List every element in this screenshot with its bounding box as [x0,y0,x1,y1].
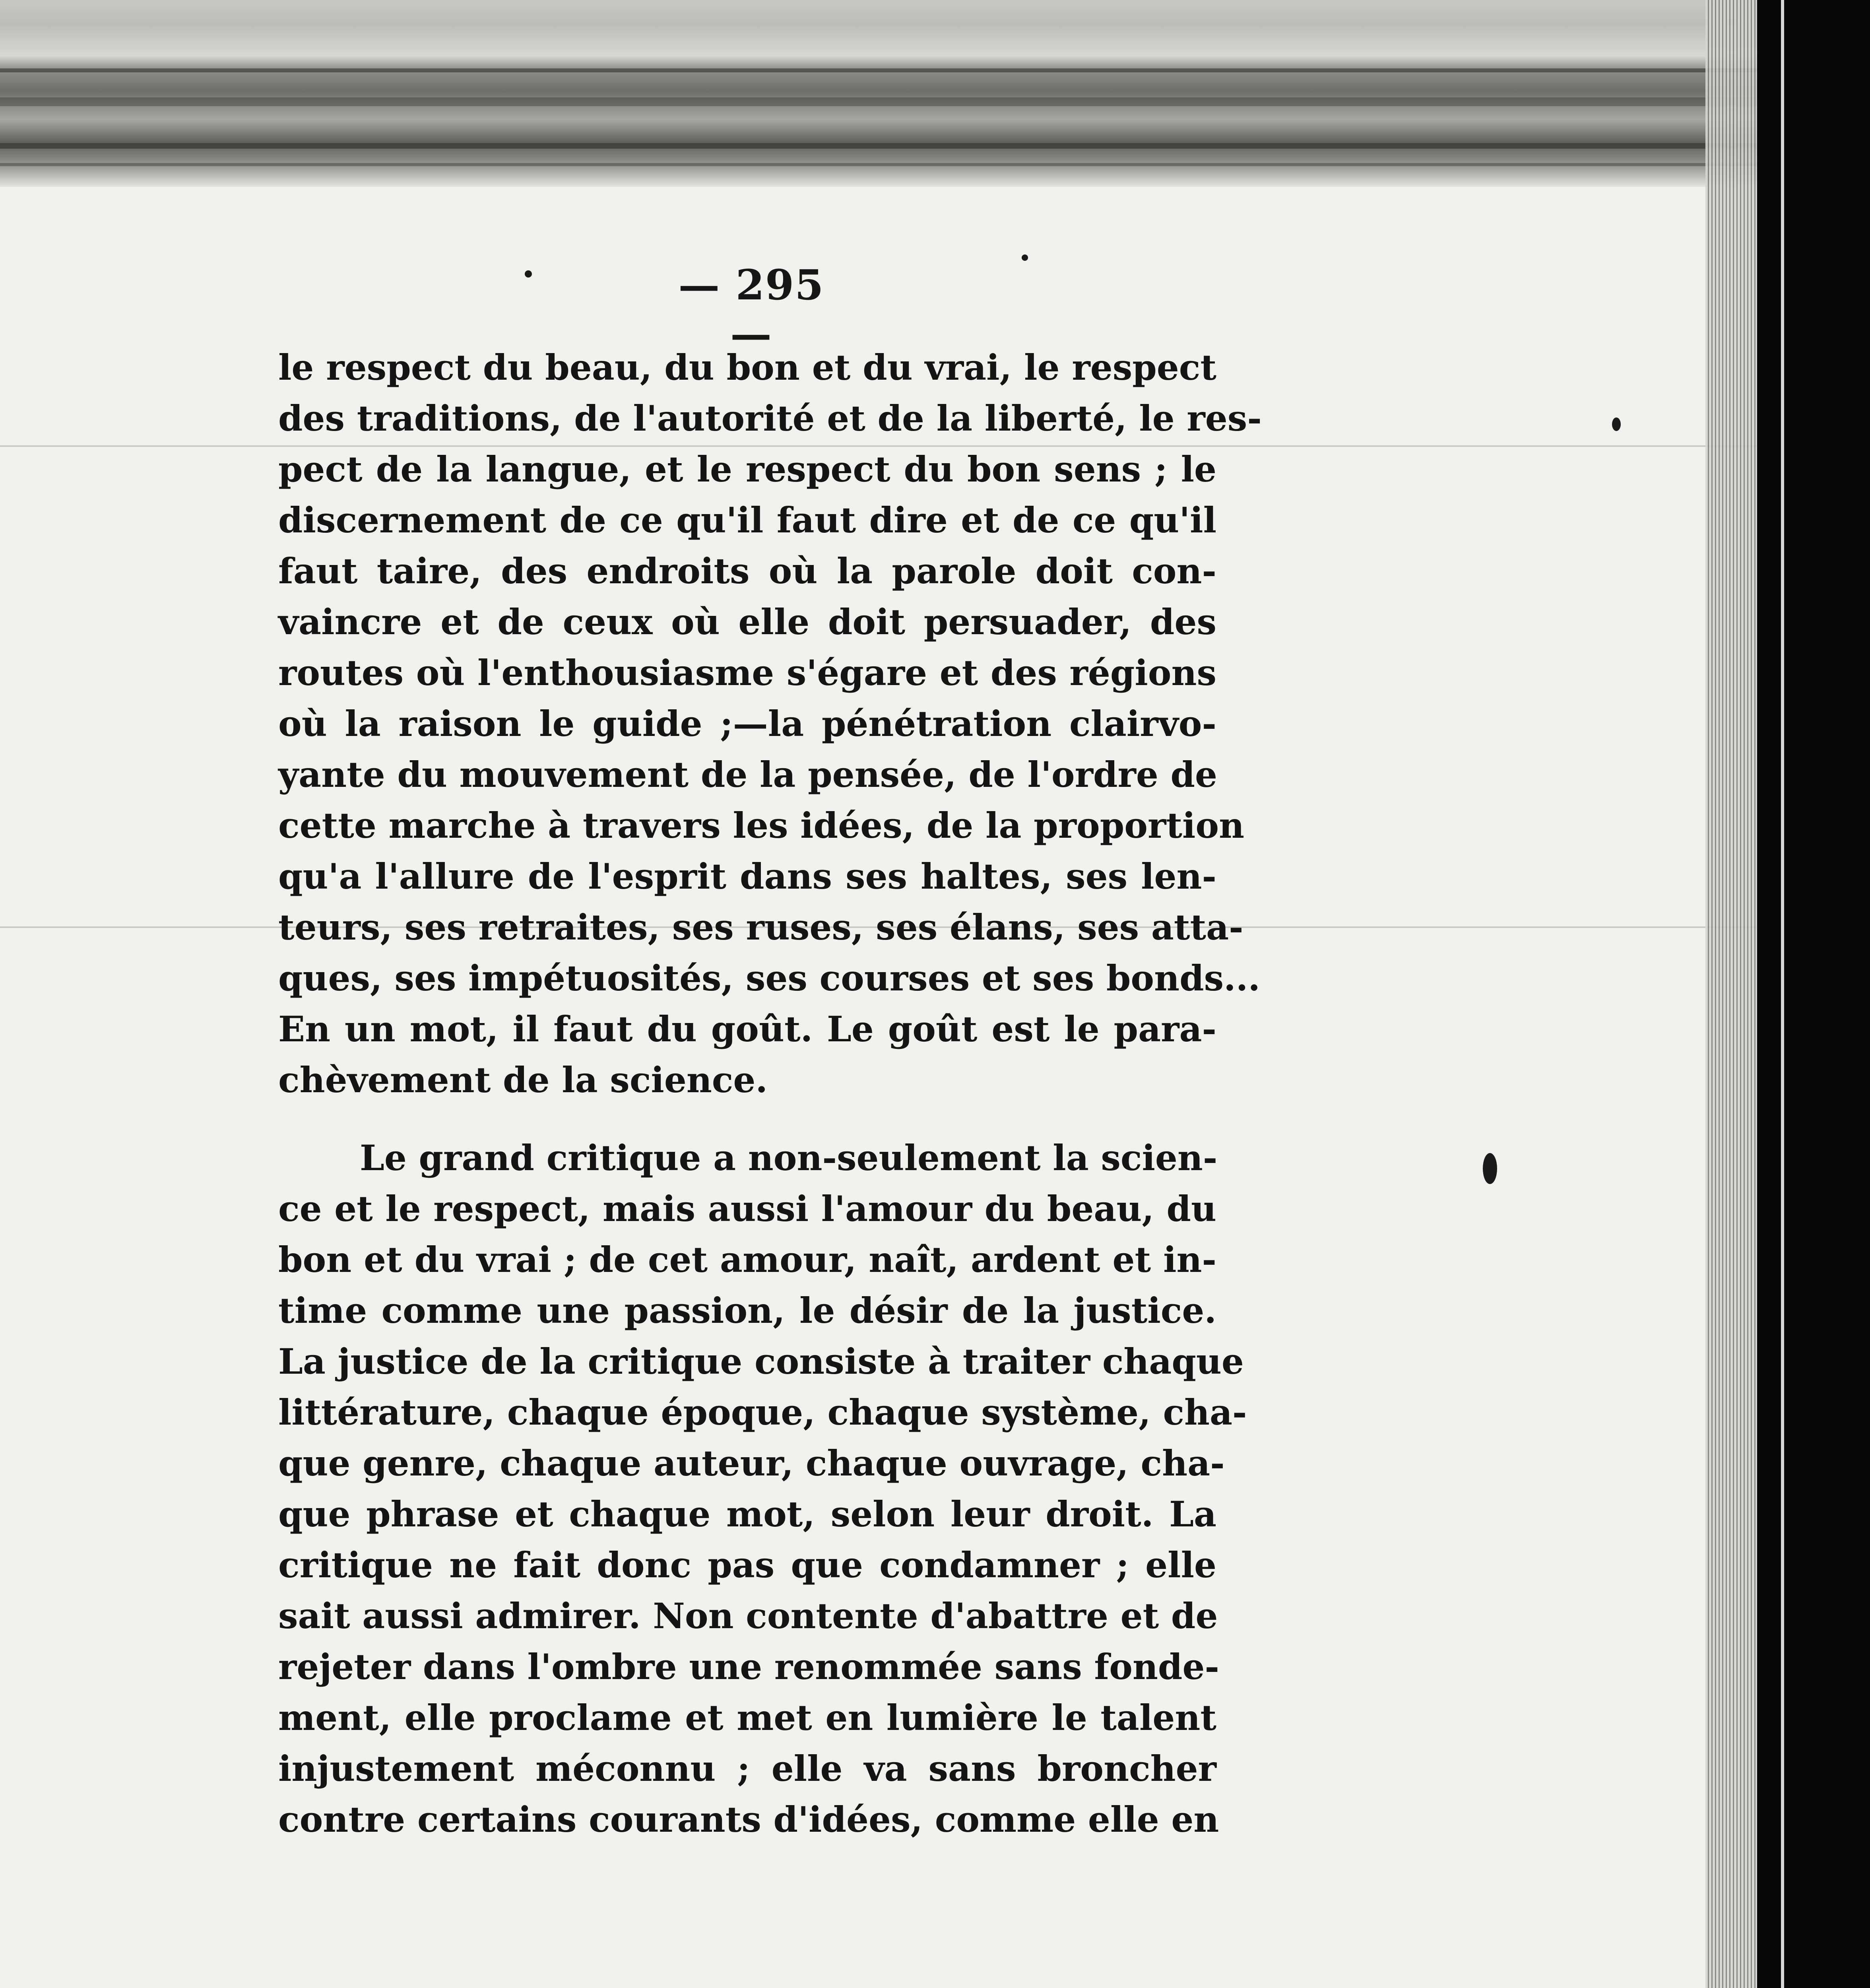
ink-speck [1612,417,1621,431]
paragraph-2 [278,1132,1247,1845]
ink-speck [525,270,532,278]
text-line: sait aussi admirer. Non contente d'abattre et de [278,1595,1218,1637]
paragraph-gap [278,1105,1216,1132]
text-line: ques, ses impétuosités, ses courses et ses bonds... [278,957,1261,999]
text-line: que phrase et chaque mot, selon leur droit. La [278,1493,1216,1535]
text-line: contre certains courants d'idées, comme elle en [278,1799,1219,1840]
text-line: routes où l'enthousiasme s'égare et des régions [278,652,1216,693]
text-line: critique ne fait donc pas que condamner ; elle [278,1544,1216,1586]
text-line: pect de la langue, et le respect du bon sens ; le [278,448,1216,490]
body-text [278,342,1262,1845]
text-line: chèvement de la science. [278,1059,768,1101]
scan-streak [0,163,1757,166]
text-line: discernement de ce qu'il faut dire et de ce qu'il [278,499,1216,541]
text-line: La justice de la critique consiste à traiter chaque [278,1341,1244,1382]
stacked-page-edges [1705,0,1757,1988]
paragraph-1 [278,342,1262,1105]
scan-dark-border [1757,0,1870,1988]
text-line: vaincre et de ceux où elle doit persuader, des [278,601,1216,643]
text-line: des traditions, de l'autorité et de la liberté, le res- [278,398,1262,439]
text-line: ment, elle proclame et met en lumière le talent [278,1697,1216,1738]
text-line: faut taire, des endroits où la parole doit con- [278,550,1216,592]
text-line: littérature, chaque époque, chaque système, cha- [278,1392,1247,1433]
text-line: time comme une passion, le désir de la justice. [278,1290,1216,1331]
text-line: yante du mouvement de la pensée, de l'ordre de [278,754,1217,795]
text-line: En un mot, il faut du goût. Le goût est le para- [278,1008,1216,1050]
scan-top-margin [0,0,1757,187]
text-line: cette marche à travers les idées, de la proportion [278,805,1245,846]
text-line: qu'a l'allure de l'esprit dans ses haltes, ses len- [278,856,1216,897]
scan-streak [0,97,1757,106]
text-line: Le grand critique a non-seulement la scien- [360,1137,1218,1178]
page-edge-line [1781,0,1784,1988]
text-line: rejeter dans l'ombre une renommée sans fonde- [278,1646,1219,1687]
text-line: où la raison le guide ;—la pénétration clairvo- [278,703,1216,744]
ink-speck [1022,254,1028,261]
text-line: teurs, ses retraites, ses ruses, ses élans, ses atta- [278,907,1243,948]
text-line: le respect du beau, du bon et du vrai, le respect [278,347,1216,388]
ink-speck [1483,1153,1497,1184]
scan-streak [0,68,1757,72]
text-line: que genre, chaque auteur, chaque ouvrage, cha- [278,1442,1225,1484]
scan-streak [0,143,1757,149]
text-line: bon et du vrai ; de cet amour, naît, ardent et in- [278,1239,1216,1280]
text-line: injustement méconnu ; elle va sans broncher [278,1748,1216,1789]
text-line: ce et le respect, mais aussi l'amour du beau, du [278,1188,1216,1229]
page-number: — 295 — [678,260,824,358]
